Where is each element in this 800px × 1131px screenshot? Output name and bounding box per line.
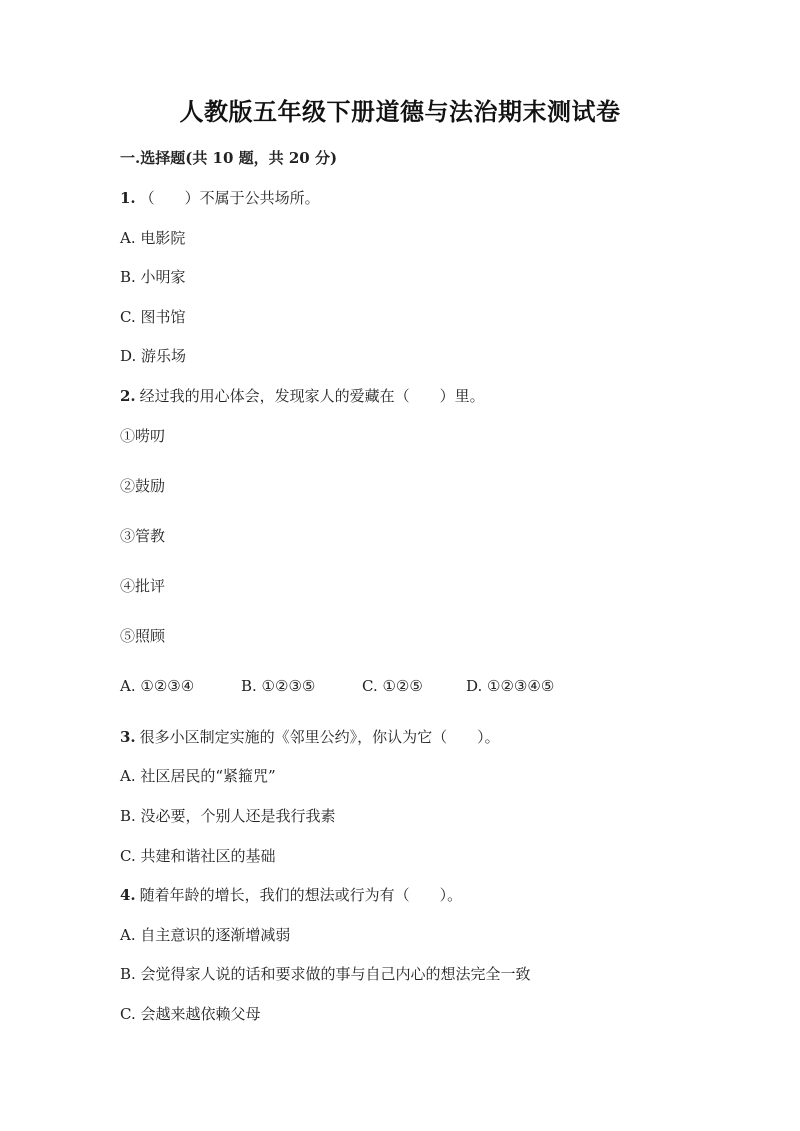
question-stem: （ ）不属于公共场所。	[139, 189, 320, 207]
question-2	[120, 386, 485, 406]
question-4	[120, 885, 462, 905]
question-stem: 随着年龄的增长，我们的想法或行为有（ ）。	[139, 886, 463, 904]
question-stem: 很多小区制定实施的《邻里公约》，你认为它（ ）。	[139, 728, 500, 746]
list-item: ①唠叨	[120, 427, 166, 445]
list-item: ④批评	[120, 577, 166, 595]
question-1	[120, 188, 320, 208]
section-heading: 一.选择题(共 10 题，共 20 分)	[120, 149, 338, 167]
options-row	[120, 676, 680, 696]
option-c: C. 图书馆	[120, 308, 186, 326]
question-number: 4.	[120, 886, 136, 904]
option-c: C. ①②⑤	[362, 677, 423, 695]
option-a: A. ①②③④	[120, 677, 195, 695]
option-c: C. 共建和谐社区的基础	[120, 847, 276, 865]
question-stem: 经过我的用心体会，发现家人的爱藏在（ ）里。	[139, 387, 485, 405]
option-b: B. 没必要，个别人还是我行我素	[120, 807, 336, 825]
option-b: B. ①②③⑤	[241, 677, 316, 695]
list-item: ②鼓励	[120, 477, 166, 495]
option-d: D. ①②③④⑤	[466, 677, 555, 695]
question-number: 3.	[120, 728, 136, 746]
option-a: A. 电影院	[120, 229, 186, 247]
list-item: ③管教	[120, 527, 166, 545]
list-item: ⑤照顾	[120, 627, 166, 645]
question-3	[120, 727, 500, 747]
option-d: D. 游乐场	[120, 347, 187, 365]
option-a: A. 自主意识的逐渐增减弱	[120, 926, 291, 944]
question-number: 1.	[120, 189, 136, 207]
option-b: B. 小明家	[120, 268, 186, 286]
option-b: B. 会觉得家人说的话和要求做的事与自己内心的想法完全一致	[120, 965, 531, 983]
question-number: 2.	[120, 387, 136, 405]
option-c: C. 会越来越依赖父母	[120, 1005, 261, 1023]
option-a: A. 社区居民的“紧箍咒”	[120, 767, 276, 785]
page-title: 人教版五年级下册道德与法治期末测试卷	[179, 97, 621, 126]
